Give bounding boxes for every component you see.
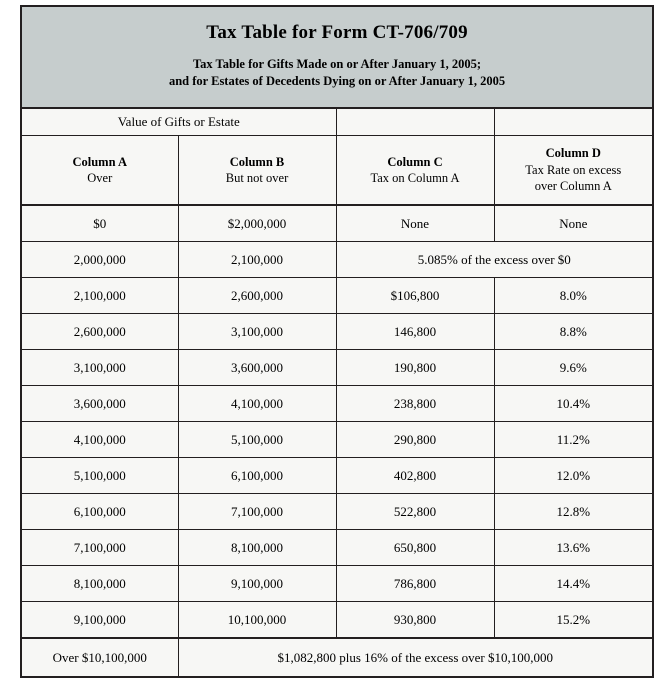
table-row (21, 386, 653, 422)
table-row (21, 458, 653, 494)
cell-column-b: 9,100,000 (178, 566, 336, 602)
table-row (21, 494, 653, 530)
cell-column-a: 6,100,000 (21, 494, 178, 530)
cell-column-c: 650,800 (336, 530, 494, 566)
cell-column-a: 3,600,000 (21, 386, 178, 422)
cell-merged-cd: 5.085% of the excess over $0 (336, 242, 653, 278)
cell-column-b: 8,100,000 (178, 530, 336, 566)
column-header-a (21, 136, 178, 206)
table-row-final (21, 638, 653, 677)
cell-column-a: 4,100,000 (21, 422, 178, 458)
column-header-d (494, 136, 653, 206)
cell-column-d: 14.4% (494, 566, 653, 602)
cell-column-b: 10,100,000 (178, 602, 336, 639)
cell-column-d: None (494, 205, 653, 242)
cell-column-d: 8.0% (494, 278, 653, 314)
column-header-d-name: Column D (545, 146, 601, 161)
cell-column-a: 9,100,000 (21, 602, 178, 639)
cell-column-a: 8,100,000 (21, 566, 178, 602)
column-header-d-sub-line-1: Tax Rate on excess (525, 162, 622, 177)
column-header-b-name: Column B (229, 154, 285, 169)
cell-column-c: None (336, 205, 494, 242)
cell-column-d: 15.2% (494, 602, 653, 639)
table-title-row (21, 6, 653, 108)
cell-column-c: 930,800 (336, 602, 494, 639)
cell-column-b: 6,100,000 (178, 458, 336, 494)
cell-column-d: 12.8% (494, 494, 653, 530)
column-header-b (178, 136, 336, 206)
cell-column-b: 3,100,000 (178, 314, 336, 350)
cell-column-a: 2,100,000 (21, 278, 178, 314)
cell-column-a: 2,600,000 (21, 314, 178, 350)
column-header-c-name: Column C (387, 154, 443, 169)
document-title: Tax Table for Form CT-706/709 (206, 22, 468, 44)
cell-column-d: 11.2% (494, 422, 653, 458)
table-row (21, 314, 653, 350)
cell-column-a: Over $10,100,000 (21, 638, 178, 677)
document-subtitle (26, 56, 648, 91)
document-subtitle-line-2: and for Estates of Decedents Dying on or After January 1, 2005 (168, 74, 506, 89)
group-header-value-of-gifts: Value of Gifts or Estate (21, 108, 336, 136)
column-header-b-sub: But not over (225, 171, 289, 185)
tax-table (20, 5, 654, 678)
column-header-a-sub: Over (87, 171, 113, 185)
table-row (21, 350, 653, 386)
column-header-a-name: Column A (72, 154, 128, 169)
cell-column-c: 238,800 (336, 386, 494, 422)
cell-column-c: 522,800 (336, 494, 494, 530)
cell-column-d: 13.6% (494, 530, 653, 566)
cell-column-b: 5,100,000 (178, 422, 336, 458)
cell-column-b: 3,600,000 (178, 350, 336, 386)
column-header-c (336, 136, 494, 206)
column-header-c-sub: Tax on Column A (370, 171, 460, 185)
table-row (21, 566, 653, 602)
group-header-spacer-c (336, 108, 494, 136)
table-row (21, 278, 653, 314)
cell-column-b: 7,100,000 (178, 494, 336, 530)
cell-column-c: $106,800 (336, 278, 494, 314)
group-header-row (21, 108, 653, 136)
cell-column-a: 5,100,000 (21, 458, 178, 494)
cell-merged-bcd: $1,082,800 plus 16% of the excess over $10,100,000 (178, 638, 653, 677)
cell-column-c: 402,800 (336, 458, 494, 494)
table-row (21, 242, 653, 278)
cell-column-d: 12.0% (494, 458, 653, 494)
cell-column-c: 190,800 (336, 350, 494, 386)
cell-column-c: 786,800 (336, 566, 494, 602)
cell-column-b: 2,100,000 (178, 242, 336, 278)
table-row (21, 530, 653, 566)
cell-column-c: 290,800 (336, 422, 494, 458)
cell-column-b: $2,000,000 (178, 205, 336, 242)
cell-column-a: 7,100,000 (21, 530, 178, 566)
cell-column-c: 146,800 (336, 314, 494, 350)
document-subtitle-line-1: Tax Table for Gifts Made on or After January 1, 2005; (192, 57, 482, 72)
column-header-row (21, 136, 653, 206)
cell-column-a: 3,100,000 (21, 350, 178, 386)
cell-column-d: 10.4% (494, 386, 653, 422)
table-row (21, 602, 653, 639)
table-row (21, 422, 653, 458)
cell-column-a: 2,000,000 (21, 242, 178, 278)
table-row (21, 205, 653, 242)
cell-column-b: 4,100,000 (178, 386, 336, 422)
cell-column-d: 9.6% (494, 350, 653, 386)
cell-column-d: 8.8% (494, 314, 653, 350)
title-band (21, 6, 653, 108)
cell-column-a: $0 (21, 205, 178, 242)
group-header-spacer-d (494, 108, 653, 136)
column-header-d-sub-line-2: over Column A (534, 179, 612, 194)
cell-column-b: 2,600,000 (178, 278, 336, 314)
